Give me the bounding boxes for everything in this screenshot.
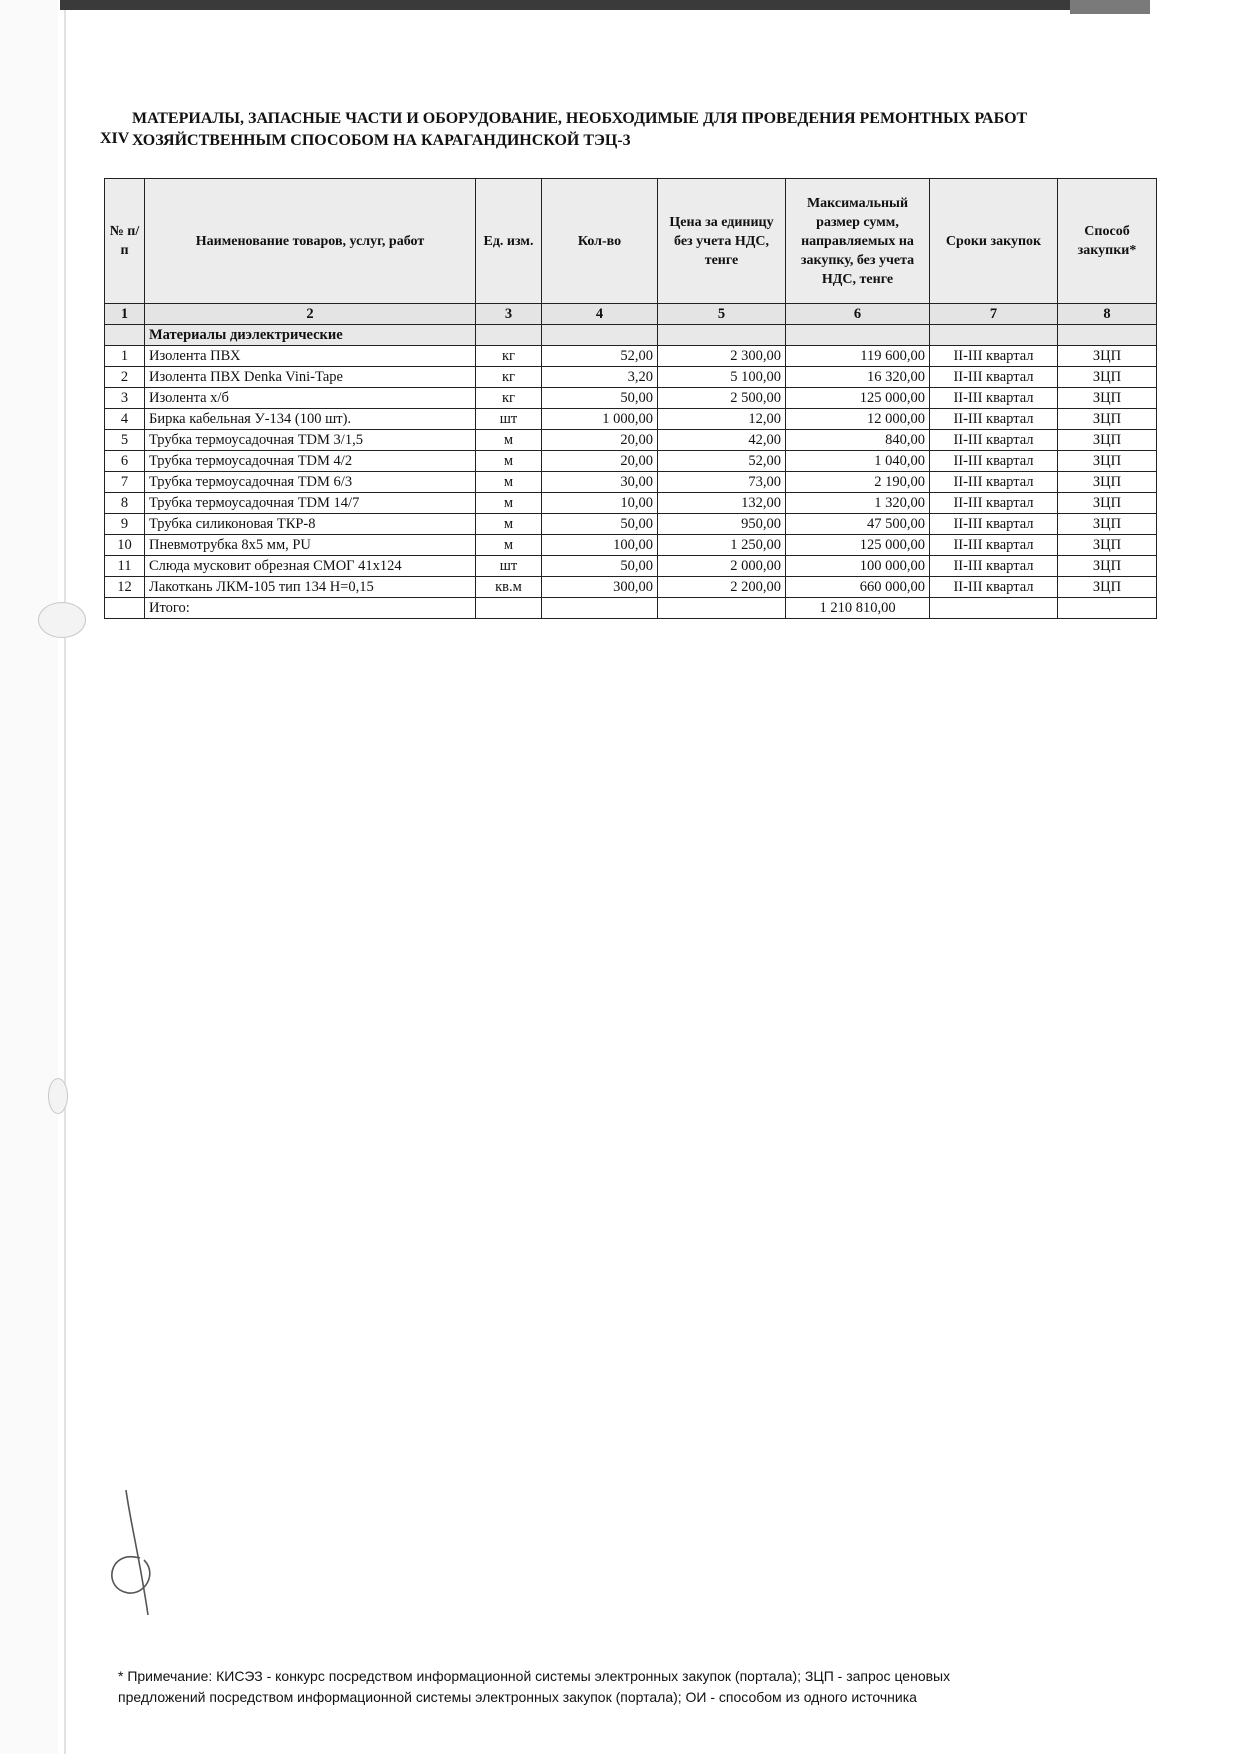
column-number: 1	[105, 304, 145, 325]
item-method: ЗЦП	[1058, 346, 1157, 367]
header-terms: Сроки закупок	[930, 179, 1058, 304]
total-label: Итого:	[145, 598, 476, 619]
item-sum: 840,00	[786, 430, 930, 451]
item-terms: II-III квартал	[930, 451, 1058, 472]
column-number: 4	[542, 304, 658, 325]
table-row	[105, 409, 1157, 430]
item-qty: 30,00	[542, 472, 658, 493]
item-qty: 3,20	[542, 367, 658, 388]
table-row	[105, 577, 1157, 598]
item-price: 5 100,00	[658, 367, 786, 388]
procurement-table	[104, 178, 1157, 619]
group-cell	[1058, 325, 1157, 346]
scan-top-edge	[60, 0, 1100, 10]
table-row	[105, 367, 1157, 388]
total-empty	[476, 598, 542, 619]
handwritten-signature	[100, 1480, 220, 1625]
row-number: 4	[105, 409, 145, 430]
item-qty: 50,00	[542, 388, 658, 409]
item-qty: 10,00	[542, 493, 658, 514]
group-cell	[542, 325, 658, 346]
item-terms: II-III квартал	[930, 409, 1058, 430]
title-line-1: МАТЕРИАЛЫ, ЗАПАСНЫЕ ЧАСТИ И ОБОРУДОВАНИЕ, НЕОБХОДИМЫЕ ДЛЯ ПРОВЕДЕНИЯ РЕМОНТНЫХ РАБОТ	[132, 110, 1028, 127]
column-number: 3	[476, 304, 542, 325]
footnote-line-1: * Примечание: КИСЭЗ - конкурс посредством информационной системы электронных закупок (портала); ЗЦП - запрос ценовых	[118, 1668, 951, 1684]
item-unit: м	[476, 535, 542, 556]
column-number: 7	[930, 304, 1058, 325]
item-unit: кг	[476, 367, 542, 388]
table-row	[105, 493, 1157, 514]
table-header-row	[105, 179, 1157, 304]
total-empty	[658, 598, 786, 619]
item-method: ЗЦП	[1058, 577, 1157, 598]
header-num: № п/п	[105, 179, 145, 304]
item-method: ЗЦП	[1058, 388, 1157, 409]
item-sum: 2 190,00	[786, 472, 930, 493]
item-qty: 100,00	[542, 535, 658, 556]
header-max-sum: Максимальный размер сумм, направляемых на закупку, без учета НДС, тенге	[786, 179, 930, 304]
item-price: 42,00	[658, 430, 786, 451]
item-unit: шт	[476, 409, 542, 430]
column-number: 2	[145, 304, 476, 325]
item-terms: II-III квартал	[930, 346, 1058, 367]
item-method: ЗЦП	[1058, 430, 1157, 451]
item-sum: 47 500,00	[786, 514, 930, 535]
scan-top-edge-right	[1070, 0, 1150, 14]
item-price: 132,00	[658, 493, 786, 514]
group-title: Материалы диэлектрические	[145, 325, 476, 346]
item-terms: II-III квартал	[930, 493, 1058, 514]
item-unit: шт	[476, 556, 542, 577]
item-qty: 1 000,00	[542, 409, 658, 430]
item-qty: 20,00	[542, 451, 658, 472]
group-row	[105, 325, 1157, 346]
column-number: 5	[658, 304, 786, 325]
table-row	[105, 514, 1157, 535]
item-qty: 20,00	[542, 430, 658, 451]
item-method: ЗЦП	[1058, 493, 1157, 514]
item-unit: м	[476, 430, 542, 451]
item-terms: II-III квартал	[930, 388, 1058, 409]
item-terms: II-III квартал	[930, 556, 1058, 577]
total-empty	[542, 598, 658, 619]
header-price: Цена за единицу без учета НДС, тенге	[658, 179, 786, 304]
item-name: Бирка кабельная У-134 (100 шт).	[145, 409, 476, 430]
punch-hole-top	[38, 602, 86, 638]
item-unit: м	[476, 472, 542, 493]
row-number: 11	[105, 556, 145, 577]
item-method: ЗЦП	[1058, 451, 1157, 472]
header-qty: Кол-во	[542, 179, 658, 304]
item-sum: 660 000,00	[786, 577, 930, 598]
item-terms: II-III квартал	[930, 367, 1058, 388]
item-name: Трубка термоусадочная TDM 14/7	[145, 493, 476, 514]
item-sum: 12 000,00	[786, 409, 930, 430]
scan-margin	[0, 0, 58, 1754]
column-number-row	[105, 304, 1157, 325]
total-empty	[930, 598, 1058, 619]
item-name: Трубка силиконовая ТКР-8	[145, 514, 476, 535]
item-price: 950,00	[658, 514, 786, 535]
table-row	[105, 556, 1157, 577]
table-row	[105, 535, 1157, 556]
item-method: ЗЦП	[1058, 367, 1157, 388]
title-line-2: ХОЗЯЙСТВЕННЫМ СПОСОБОМ НА КАРАГАНДИНСКОЙ ТЭЦ-3	[132, 132, 631, 149]
item-qty: 50,00	[542, 556, 658, 577]
total-sum: 1 210 810,00	[786, 598, 930, 619]
item-method: ЗЦП	[1058, 472, 1157, 493]
item-sum: 1 040,00	[786, 451, 930, 472]
item-price: 12,00	[658, 409, 786, 430]
item-qty: 50,00	[542, 514, 658, 535]
section-number: XIV	[100, 130, 130, 147]
row-number: 3	[105, 388, 145, 409]
table-row	[105, 346, 1157, 367]
group-cell	[105, 325, 145, 346]
row-number: 9	[105, 514, 145, 535]
row-number: 6	[105, 451, 145, 472]
item-sum: 1 320,00	[786, 493, 930, 514]
item-name: Слюда мусковит обрезная СМОГ 41х124	[145, 556, 476, 577]
item-name: Трубка термоусадочная TDM 6/3	[145, 472, 476, 493]
table-row	[105, 472, 1157, 493]
item-method: ЗЦП	[1058, 409, 1157, 430]
item-terms: II-III квартал	[930, 430, 1058, 451]
row-number: 2	[105, 367, 145, 388]
punch-hole-bottom	[48, 1078, 68, 1114]
item-method: ЗЦП	[1058, 556, 1157, 577]
document-title	[132, 108, 1027, 152]
item-method: ЗЦП	[1058, 514, 1157, 535]
item-qty: 300,00	[542, 577, 658, 598]
item-price: 52,00	[658, 451, 786, 472]
item-unit: м	[476, 514, 542, 535]
item-sum: 100 000,00	[786, 556, 930, 577]
item-method: ЗЦП	[1058, 535, 1157, 556]
row-number: 7	[105, 472, 145, 493]
item-sum: 119 600,00	[786, 346, 930, 367]
item-name: Трубка термоусадочная TDM 3/1,5	[145, 430, 476, 451]
item-name: Трубка термоусадочная TDM 4/2	[145, 451, 476, 472]
header-unit: Ед. изм.	[476, 179, 542, 304]
total-empty	[1058, 598, 1157, 619]
header-name: Наименование товаров, услуг, работ	[145, 179, 476, 304]
row-number: 12	[105, 577, 145, 598]
item-unit: м	[476, 493, 542, 514]
item-price: 2 000,00	[658, 556, 786, 577]
column-number: 6	[786, 304, 930, 325]
item-name: Лакоткань ЛКМ-105 тип 134 Н=0,15	[145, 577, 476, 598]
item-name: Изолента х/б	[145, 388, 476, 409]
item-unit: кг	[476, 388, 542, 409]
item-sum: 125 000,00	[786, 388, 930, 409]
item-unit: м	[476, 451, 542, 472]
table-row	[105, 388, 1157, 409]
item-terms: II-III квартал	[930, 535, 1058, 556]
item-price: 2 300,00	[658, 346, 786, 367]
item-sum: 16 320,00	[786, 367, 930, 388]
row-number: 10	[105, 535, 145, 556]
item-sum: 125 000,00	[786, 535, 930, 556]
item-name: Изолента ПВХ	[145, 346, 476, 367]
table-row	[105, 451, 1157, 472]
group-cell	[476, 325, 542, 346]
total-empty	[105, 598, 145, 619]
group-cell	[786, 325, 930, 346]
item-name: Пневмотрубка 8х5 мм, PU	[145, 535, 476, 556]
item-price: 1 250,00	[658, 535, 786, 556]
item-price: 73,00	[658, 472, 786, 493]
header-method: Способ закупки*	[1058, 179, 1157, 304]
group-cell	[658, 325, 786, 346]
item-terms: II-III квартал	[930, 472, 1058, 493]
item-terms: II-III квартал	[930, 577, 1058, 598]
item-price: 2 200,00	[658, 577, 786, 598]
table-row	[105, 430, 1157, 451]
item-qty: 52,00	[542, 346, 658, 367]
item-terms: II-III квартал	[930, 514, 1058, 535]
item-price: 2 500,00	[658, 388, 786, 409]
row-number: 1	[105, 346, 145, 367]
row-number: 5	[105, 430, 145, 451]
group-cell	[930, 325, 1058, 346]
item-name: Изолента ПВХ Denka Vini-Tape	[145, 367, 476, 388]
footnote	[118, 1666, 1118, 1708]
row-number: 8	[105, 493, 145, 514]
page-edge-line	[64, 0, 66, 1754]
item-unit: кв.м	[476, 577, 542, 598]
footnote-line-2: предложений посредством информационной системы электронных закупок (портала); ОИ - способом из одного источника	[118, 1689, 917, 1705]
column-number: 8	[1058, 304, 1157, 325]
total-row	[105, 598, 1157, 619]
item-unit: кг	[476, 346, 542, 367]
